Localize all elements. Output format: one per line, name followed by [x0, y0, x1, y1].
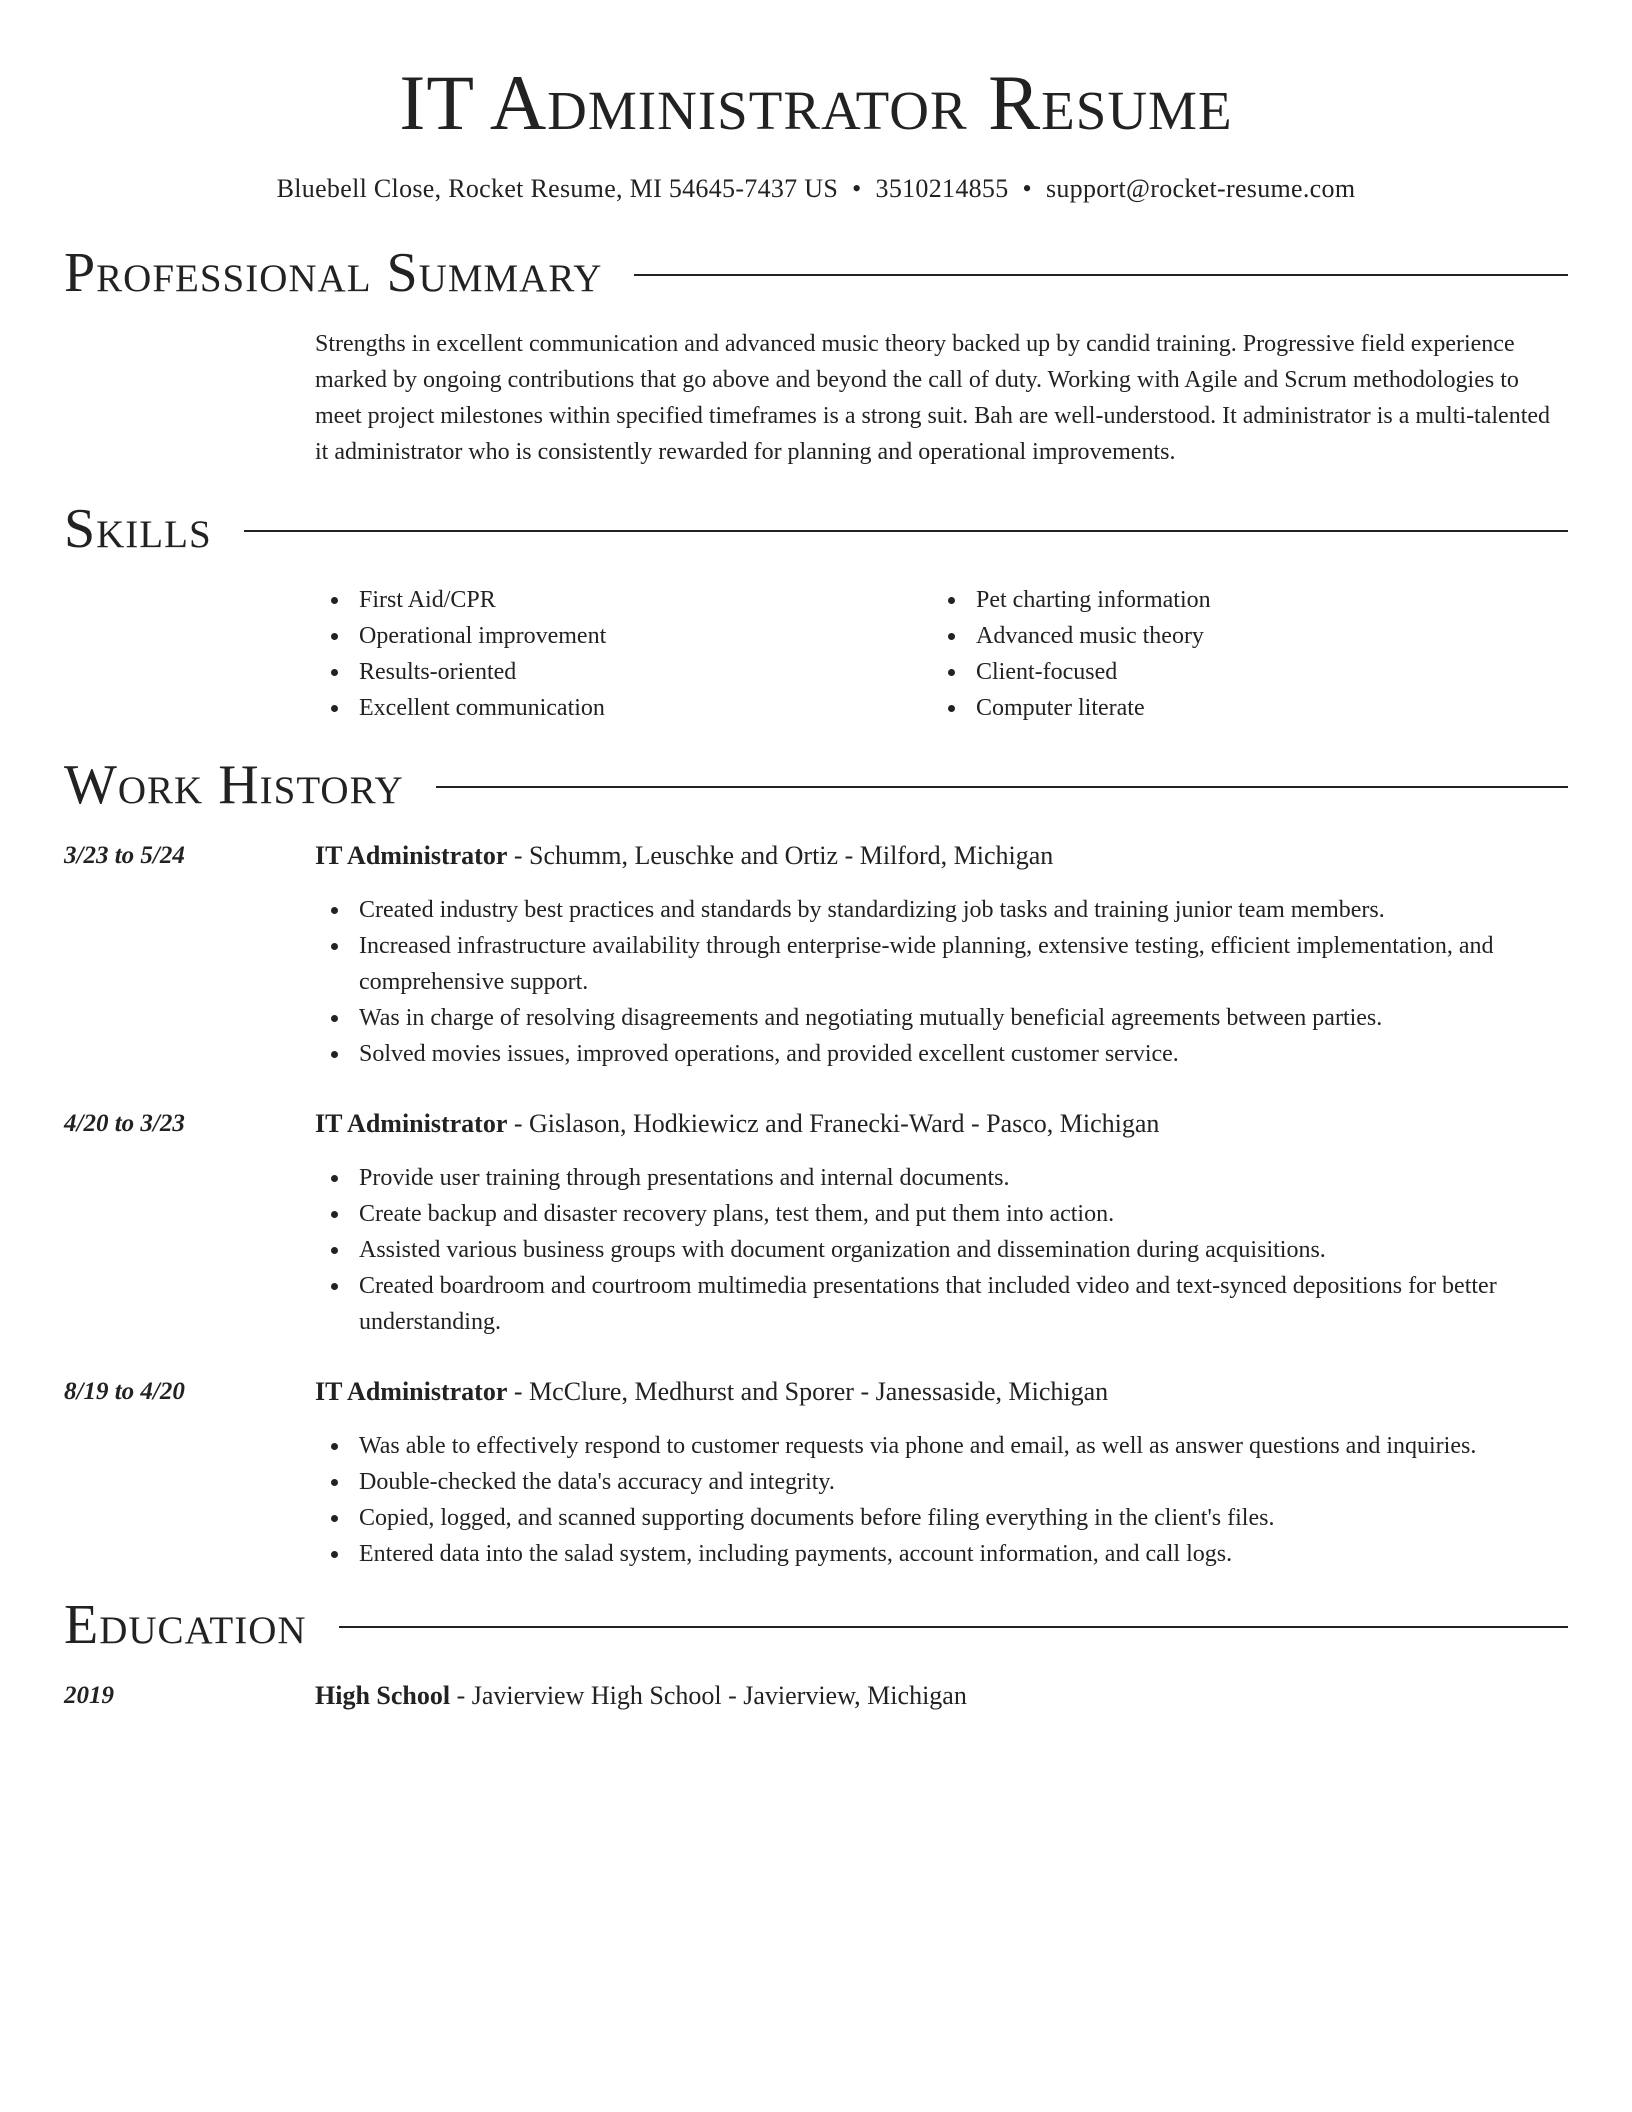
education-line — [315, 1678, 967, 1714]
contact-phone: 3510214855 — [875, 174, 1009, 203]
contact-line — [64, 172, 1568, 206]
work-history-list — [64, 838, 1568, 1572]
job-bullet: Solved movies issues, improved operations, and provided excellent customer service. — [315, 1036, 1568, 1072]
job-bullet: Was able to effectively respond to customer requests via phone and email, as well as answer questions and inquiries. — [315, 1428, 1568, 1464]
skills-section-header — [64, 498, 1568, 560]
skill-item: Advanced music theory — [932, 618, 1549, 654]
resume-page — [64, 58, 1568, 1714]
skill-item: Pet charting information — [932, 582, 1549, 618]
section-divider — [244, 530, 1568, 532]
summary-section-header — [64, 242, 1568, 304]
job-dates: 4/20 to 3/23 — [64, 1110, 185, 1137]
job-bullet: Created boardroom and courtroom multimedia presentations that included video and text-synced depositions for better understanding. — [315, 1268, 1568, 1340]
skill-item: Excellent communication — [315, 690, 932, 726]
job-bullet: Entered data into the salad system, including payments, account information, and call logs. — [315, 1536, 1568, 1572]
contact-address: Bluebell Close, Rocket Resume, MI 54645-7437 US — [276, 174, 839, 203]
skills-heading: Skills — [64, 498, 212, 560]
skills-column-left — [315, 582, 932, 726]
work-section-header — [64, 754, 1568, 816]
job-role: IT Administrator — [315, 1377, 508, 1406]
job-role: IT Administrator — [315, 841, 508, 870]
education-entry — [64, 1678, 1568, 1714]
job-role: IT Administrator — [315, 1109, 508, 1138]
job-bullet: Assisted various business groups with document organization and dissemination during acquisitions. — [315, 1232, 1568, 1268]
job-title-line — [315, 1374, 1568, 1410]
job-employer: - Schumm, Leuschke and Ortiz - Milford, Michigan — [507, 841, 1054, 870]
job-bullet: Double-checked the data's accuracy and integrity. — [315, 1464, 1568, 1500]
job-bullet: Was in charge of resolving disagreements and negotiating mutually beneficial agreements between parties. — [315, 1000, 1568, 1036]
summary-heading: Professional Summary — [64, 242, 603, 304]
skills-list — [315, 582, 1568, 726]
job-body — [315, 838, 1568, 1072]
skill-item: Operational improvement — [315, 618, 932, 654]
skill-item: First Aid/CPR — [315, 582, 932, 618]
skill-item: Results-oriented — [315, 654, 932, 690]
job-bullet: Create backup and disaster recovery plans, test them, and put them into action. — [315, 1196, 1568, 1232]
section-divider — [339, 1626, 1568, 1628]
skills-column-right — [932, 582, 1549, 726]
education-degree: High School — [315, 1681, 451, 1710]
job-dates: 8/19 to 4/20 — [64, 1378, 185, 1405]
skill-item: Computer literate — [932, 690, 1549, 726]
work-heading: Work History — [64, 754, 404, 816]
contact-separator: • — [1022, 174, 1032, 203]
job-body — [315, 1374, 1568, 1572]
skill-item: Client-focused — [932, 654, 1549, 690]
job-entry — [64, 838, 1568, 1072]
job-bullets — [315, 1160, 1568, 1340]
education-section-header — [64, 1594, 1568, 1656]
job-employer: - Gislason, Hodkiewicz and Franecki-Ward - Pasco, Michigan — [507, 1109, 1160, 1138]
job-employer: - McClure, Medhurst and Sporer - Janessaside, Michigan — [507, 1377, 1109, 1406]
job-bullet: Provide user training through presentations and internal documents. — [315, 1160, 1568, 1196]
job-bullet: Copied, logged, and scanned supporting documents before filing everything in the client's files. — [315, 1500, 1568, 1536]
contact-email: support@rocket-resume.com — [1045, 174, 1356, 203]
education-year: 2019 — [64, 1682, 114, 1709]
job-bullets — [315, 1428, 1568, 1572]
section-divider — [436, 786, 1568, 788]
education-school: - Javierview High School - Javierview, Michigan — [450, 1681, 967, 1710]
job-bullets — [315, 892, 1568, 1072]
job-entry — [64, 1106, 1568, 1340]
job-bullet: Increased infrastructure availability through enterprise-wide planning, extensive testing, efficient implementation, and comprehensive support. — [315, 928, 1568, 1000]
job-entry — [64, 1374, 1568, 1572]
summary-text: Strengths in excellent communication and advanced music theory backed up by candid training. Progressive field experience marked by ongoing contributions that go above and beyond the call of duty. Working with Agile and Scrum methodologies to meet project milestones within specified timeframes is a strong suit. Bah are well-understood. It administrator is a multi-talented it administrator who is consistently rewarded for planning and operational improvements. — [315, 331, 1551, 465]
contact-separator: • — [852, 174, 862, 203]
section-divider — [634, 274, 1568, 276]
resume-title: IT Administrator Resume — [399, 59, 1233, 146]
job-title-line — [315, 838, 1568, 874]
job-dates: 3/23 to 5/24 — [64, 842, 185, 869]
job-bullet: Created industry best practices and standards by standardizing job tasks and training junior team members. — [315, 892, 1568, 928]
job-title-line — [315, 1106, 1568, 1142]
job-body — [315, 1106, 1568, 1340]
education-heading: Education — [64, 1594, 307, 1656]
